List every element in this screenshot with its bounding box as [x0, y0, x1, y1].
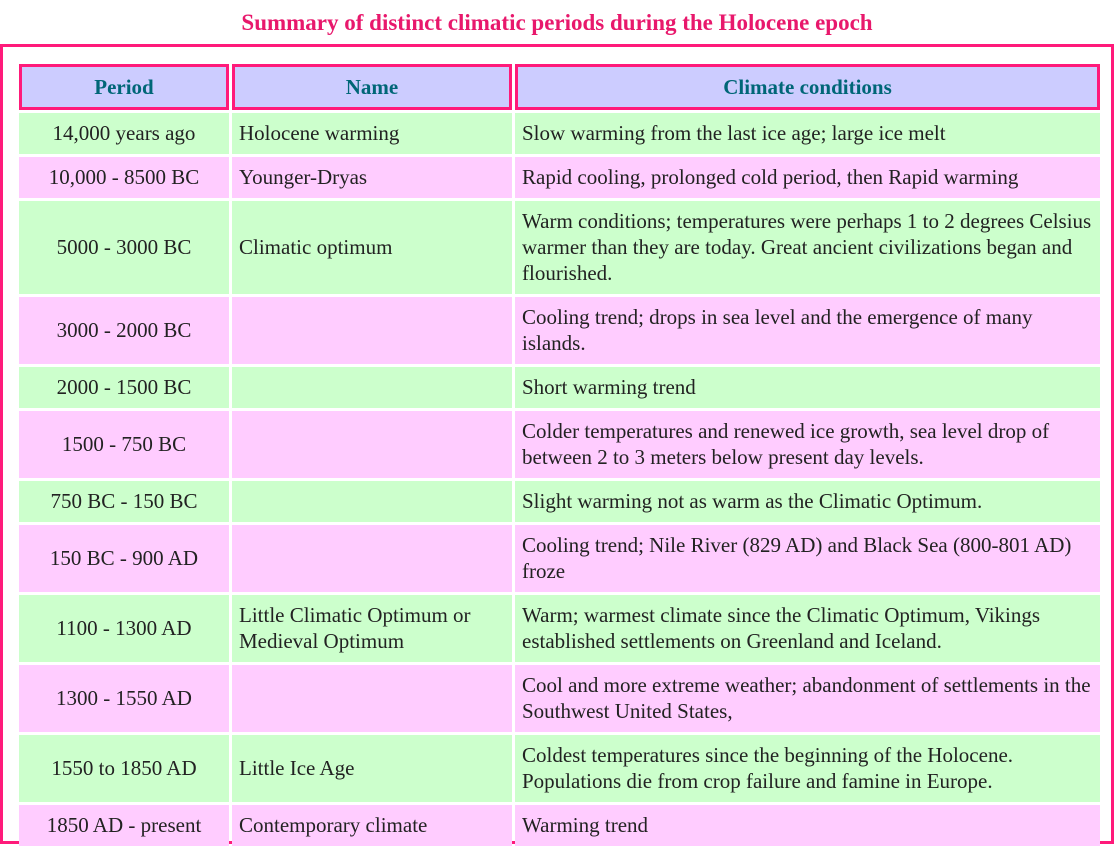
- period-cell: 750 BC - 150 BC: [19, 481, 229, 522]
- table-row: [19, 665, 1100, 732]
- header-name: Name: [232, 64, 512, 110]
- name-cell: Younger-Dryas: [232, 157, 512, 198]
- table-row: [19, 201, 1100, 294]
- name-cell: Climatic optimum: [232, 201, 512, 294]
- climate-cell: Colder temperatures and renewed ice growth, sea level drop of between 2 to 3 meters below present day levels.: [515, 411, 1100, 478]
- climate-cell: Cool and more extreme weather; abandonment of settlements in the Southwest United States,: [515, 665, 1100, 732]
- period-cell: 1850 AD - present: [19, 805, 229, 846]
- name-cell: [232, 665, 512, 732]
- table-body: [19, 113, 1100, 846]
- table-caption: Summary of distinct climatic periods during the Holocene epoch: [241, 10, 873, 35]
- climate-cell: Warming trend: [515, 805, 1100, 846]
- name-cell: [232, 525, 512, 592]
- table-row: [19, 735, 1100, 802]
- name-cell: Contemporary climate: [232, 805, 512, 846]
- climate-cell: Slight warming not as warm as the Climatic Optimum.: [515, 481, 1100, 522]
- table-row: [19, 297, 1100, 364]
- climate-cell: Slow warming from the last ice age; large ice melt: [515, 113, 1100, 154]
- name-cell: [232, 481, 512, 522]
- name-cell: Little Ice Age: [232, 735, 512, 802]
- climate-cell: Warm; warmest climate since the Climatic Optimum, Vikings established settlements on Greenland and Iceland.: [515, 595, 1100, 662]
- climate-cell: Cooling trend; drops in sea level and the emergence of many islands.: [515, 297, 1100, 364]
- header-period: Period: [19, 64, 229, 110]
- header-climate: Climate conditions: [515, 64, 1100, 110]
- table-row: [19, 411, 1100, 478]
- period-cell: 14,000 years ago: [19, 113, 229, 154]
- period-cell: 1300 - 1550 AD: [19, 665, 229, 732]
- period-cell: 150 BC - 900 AD: [19, 525, 229, 592]
- climate-cell: Rapid cooling, prolonged cold period, then Rapid warming: [515, 157, 1100, 198]
- name-cell: [232, 297, 512, 364]
- table-row: [19, 113, 1100, 154]
- table-row: [19, 805, 1100, 846]
- holocene-periods-table: [16, 61, 1103, 849]
- table-row: [19, 367, 1100, 408]
- name-cell: Little Climatic Optimum or Medieval Optimum: [232, 595, 512, 662]
- table-row: [19, 157, 1100, 198]
- climate-cell: Short warming trend: [515, 367, 1100, 408]
- period-cell: 5000 - 3000 BC: [19, 201, 229, 294]
- period-cell: 1100 - 1300 AD: [19, 595, 229, 662]
- period-cell: 1550 to 1850 AD: [19, 735, 229, 802]
- climate-cell: Coldest temperatures since the beginning of the Holocene. Populations die from crop failure and famine in Europe.: [515, 735, 1100, 802]
- climate-cell: Warm conditions; temperatures were perhaps 1 to 2 degrees Celsius warmer than they are today. Great ancient civilizations began and flourished.: [515, 201, 1100, 294]
- period-cell: 2000 - 1500 BC: [19, 367, 229, 408]
- table-row: [19, 481, 1100, 522]
- table-row: [19, 595, 1100, 662]
- table-row: [19, 525, 1100, 592]
- name-cell: Holocene warming: [232, 113, 512, 154]
- period-cell: 1500 - 750 BC: [19, 411, 229, 478]
- header-row: [19, 64, 1100, 110]
- table-frame: [0, 44, 1114, 844]
- name-cell: [232, 411, 512, 478]
- name-cell: [232, 367, 512, 408]
- period-cell: 3000 - 2000 BC: [19, 297, 229, 364]
- climate-cell: Cooling trend; Nile River (829 AD) and Black Sea (800-801 AD) froze: [515, 525, 1100, 592]
- period-cell: 10,000 - 8500 BC: [19, 157, 229, 198]
